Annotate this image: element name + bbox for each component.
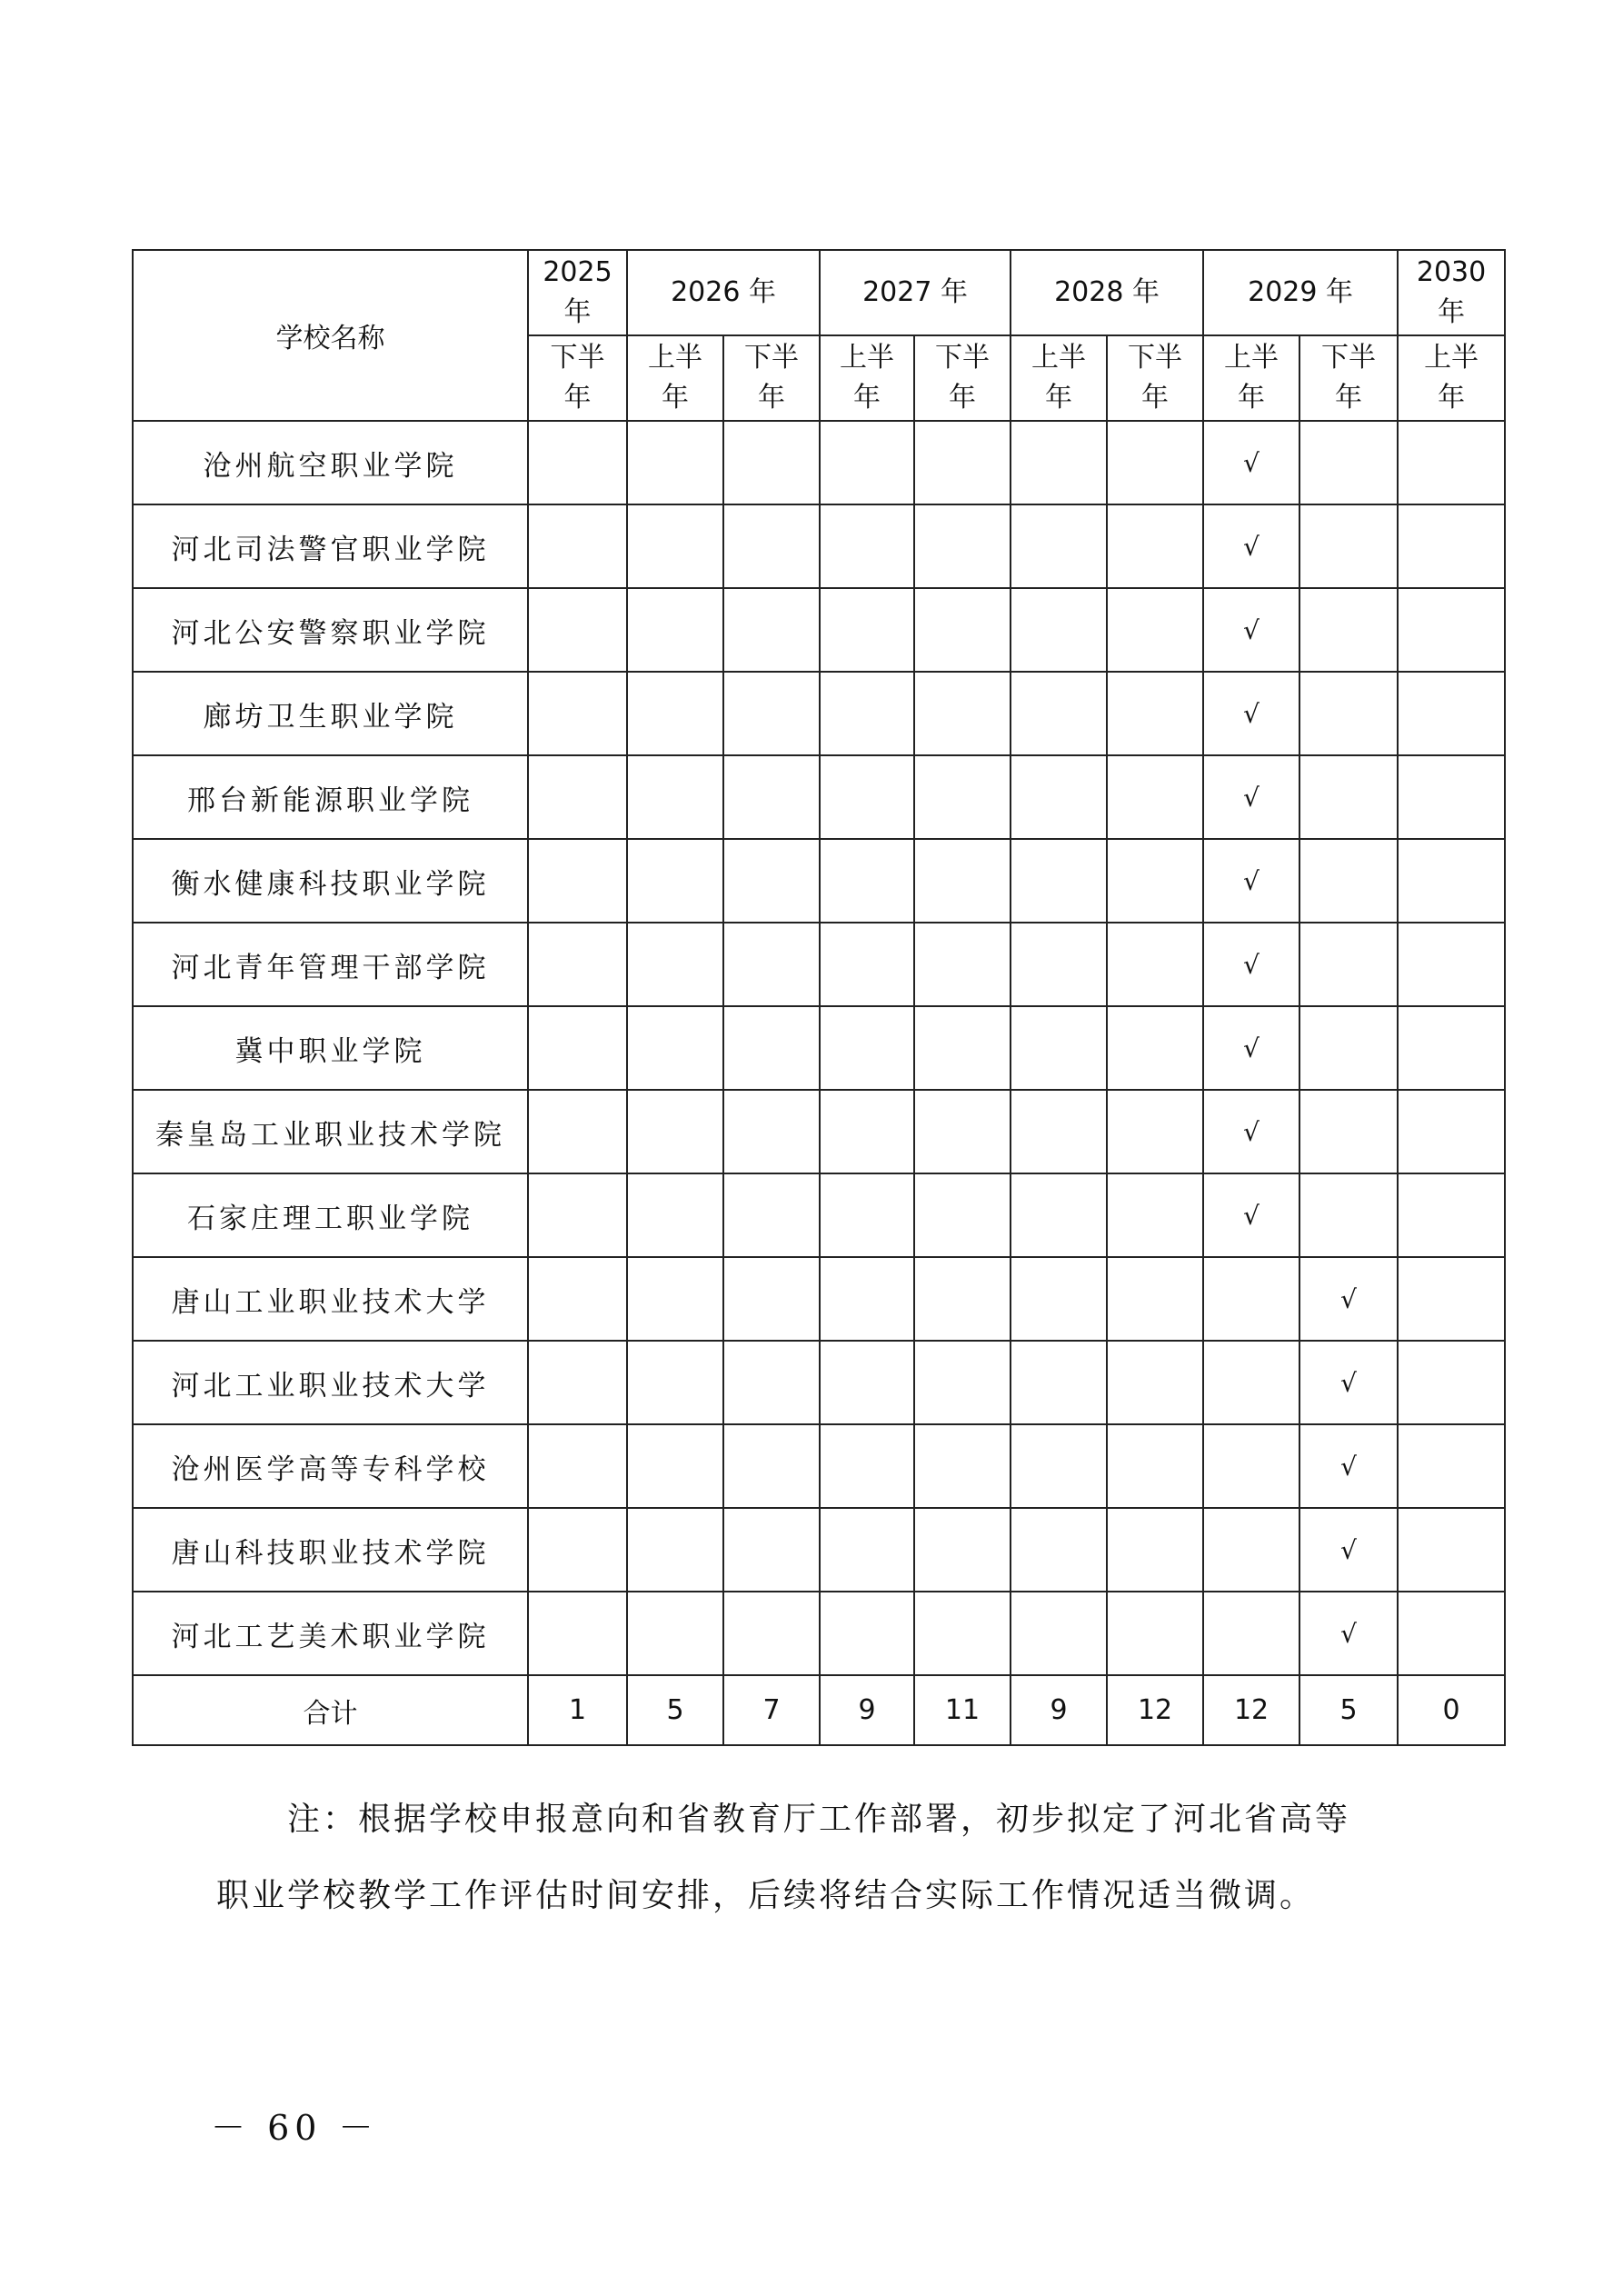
empty-cell [1107,839,1203,923]
half-year-line2: 年 [1335,382,1363,414]
year-header-line2: 年 [563,296,592,328]
empty-cell [723,1090,820,1173]
empty-cell [528,1592,627,1675]
empty-cell [1011,923,1107,1006]
empty-cell [1299,923,1398,1006]
empty-cell [1011,1257,1107,1341]
empty-cell [1107,421,1203,504]
table-row [133,1257,1505,1341]
half-year-line1: 下半 [744,342,799,374]
empty-cell [820,1090,914,1173]
table-row [133,504,1505,588]
empty-cell [627,1257,723,1341]
empty-cell [723,1257,820,1341]
table-row [133,1341,1505,1424]
empty-cell [820,1424,914,1508]
empty-cell [1299,421,1398,504]
note-line-2: 职业学校教学工作评估时间安排，后续将结合实际工作情况适当微调。 [216,1877,1316,1914]
empty-cell [1011,588,1107,672]
empty-cell [914,1341,1011,1424]
table-row [133,1173,1505,1257]
school-name-cell: 衡水健康科技职业学院 [133,839,528,923]
empty-cell [1011,1341,1107,1424]
evaluation-schedule-table [132,249,1506,1746]
table-row [133,588,1505,672]
empty-cell [914,421,1011,504]
half-year-line2: 年 [1238,382,1266,414]
empty-cell [1299,755,1398,839]
half-year-line1: 下半 [1321,342,1377,374]
total-value-cell: 9 [1011,1675,1107,1745]
empty-cell [1398,1173,1505,1257]
half-year-header [1107,335,1203,421]
school-name-cell: 河北青年管理干部学院 [133,923,528,1006]
empty-cell [820,923,914,1006]
empty-cell [1299,839,1398,923]
empty-cell [627,421,723,504]
check-mark-cell: √ [1203,421,1299,504]
empty-cell [723,755,820,839]
empty-cell [627,1341,723,1424]
half-year-header [820,335,914,421]
empty-cell [528,1424,627,1508]
school-name-cell: 河北工业职业技术大学 [133,1341,528,1424]
empty-cell [1107,588,1203,672]
check-mark-cell: √ [1299,1341,1398,1424]
year-header-line2: 年 [1438,296,1466,328]
empty-cell [914,839,1011,923]
empty-cell [1107,504,1203,588]
empty-cell [1203,1508,1299,1592]
empty-cell [1398,672,1505,755]
year-header [528,250,627,335]
half-year-header [1203,335,1299,421]
empty-cell [528,1006,627,1090]
half-year-line2: 年 [758,382,785,414]
table-row [133,421,1505,504]
empty-cell [627,588,723,672]
empty-cell [1011,1173,1107,1257]
year-header-line1: 2026 年 [671,276,776,308]
check-mark-cell: √ [1299,1257,1398,1341]
total-value-cell: 5 [1299,1675,1398,1745]
empty-cell [1107,1341,1203,1424]
empty-cell [627,839,723,923]
year-header [1011,250,1203,335]
empty-cell [914,1173,1011,1257]
note-paragraph [216,1782,1434,1934]
empty-cell [1299,504,1398,588]
check-mark-cell: √ [1203,755,1299,839]
empty-cell [820,1508,914,1592]
half-year-line1: 下半 [1128,342,1183,374]
empty-cell [1107,1508,1203,1592]
half-year-header [528,335,627,421]
school-name-cell: 沧州航空职业学院 [133,421,528,504]
half-year-line1: 下半 [550,342,605,374]
empty-cell [723,672,820,755]
table-row [133,1592,1505,1675]
empty-cell [1203,1341,1299,1424]
empty-cell [1398,1090,1505,1173]
check-mark-cell: √ [1203,588,1299,672]
half-year-line1: 上半 [1424,342,1479,374]
total-value-cell: 11 [914,1675,1011,1745]
empty-cell [1203,1424,1299,1508]
empty-cell [528,839,627,923]
school-name-header: 学校名称 [133,250,528,421]
empty-cell [528,755,627,839]
empty-cell [1011,504,1107,588]
empty-cell [820,1341,914,1424]
empty-cell [627,755,723,839]
empty-cell [914,1424,1011,1508]
empty-cell [820,755,914,839]
half-year-header [1299,335,1398,421]
empty-cell [1203,1257,1299,1341]
empty-cell [1398,1341,1505,1424]
year-header [1203,250,1398,335]
half-year-line1: 上半 [1031,342,1087,374]
empty-cell [820,421,914,504]
total-value-cell: 1 [528,1675,627,1745]
table-row [133,672,1505,755]
half-year-line2: 年 [853,382,881,414]
empty-cell [820,588,914,672]
empty-cell [627,504,723,588]
empty-cell [1398,588,1505,672]
empty-cell [723,1173,820,1257]
empty-cell [1299,672,1398,755]
empty-cell [1011,1424,1107,1508]
note-line-1: 注：根据学校申报意向和省教育厅工作部署，初步拟定了河北省高等 [287,1801,1351,1838]
empty-cell [1011,755,1107,839]
empty-cell [1011,672,1107,755]
table-row [133,1508,1505,1592]
check-mark-cell: √ [1203,839,1299,923]
year-header-line1: 2030 [1416,256,1487,288]
table-row [133,755,1505,839]
check-mark-cell: √ [1203,923,1299,1006]
half-year-line2: 年 [949,382,977,414]
check-mark-cell: √ [1203,1006,1299,1090]
empty-cell [1107,923,1203,1006]
check-mark-cell: √ [1203,1173,1299,1257]
school-name-cell: 冀中职业学院 [133,1006,528,1090]
empty-cell [1011,421,1107,504]
year-header [1398,250,1505,335]
school-name-cell: 河北公安警察职业学院 [133,588,528,672]
empty-cell [627,1090,723,1173]
check-mark-cell: √ [1203,672,1299,755]
empty-cell [627,672,723,755]
empty-cell [914,1592,1011,1675]
empty-cell [1107,755,1203,839]
empty-cell [1203,1592,1299,1675]
empty-cell [820,1592,914,1675]
empty-cell [1011,839,1107,923]
check-mark-cell: √ [1203,504,1299,588]
empty-cell [528,1508,627,1592]
empty-cell [1107,1006,1203,1090]
empty-cell [528,1257,627,1341]
empty-cell [627,1508,723,1592]
empty-cell [820,1173,914,1257]
half-year-line1: 上半 [648,342,702,374]
half-year-line2: 年 [1141,382,1170,414]
total-row [133,1675,1505,1745]
empty-cell [1011,1592,1107,1675]
empty-cell [1398,1508,1505,1592]
half-year-line2: 年 [662,382,689,414]
empty-cell [1299,1173,1398,1257]
total-value-cell: 12 [1203,1675,1299,1745]
school-name-cell: 唐山科技职业技术学院 [133,1508,528,1592]
empty-cell [1398,839,1505,923]
table-row [133,923,1505,1006]
school-name-cell: 石家庄理工职业学院 [133,1173,528,1257]
empty-cell [627,923,723,1006]
empty-cell [1107,1090,1203,1173]
year-header-line1: 2025 [543,256,612,288]
empty-cell [723,1006,820,1090]
empty-cell [528,421,627,504]
empty-cell [1011,1006,1107,1090]
total-value-cell: 5 [627,1675,723,1745]
year-header [820,250,1011,335]
empty-cell [1011,1090,1107,1173]
empty-cell [1398,504,1505,588]
empty-cell [723,504,820,588]
half-year-header [627,335,723,421]
table-row [133,1424,1505,1508]
empty-cell [627,1006,723,1090]
empty-cell [723,839,820,923]
empty-cell [820,1257,914,1341]
empty-cell [627,1173,723,1257]
empty-cell [723,1592,820,1675]
empty-cell [1107,1424,1203,1508]
school-name-cell: 唐山工业职业技术大学 [133,1257,528,1341]
empty-cell [1398,755,1505,839]
school-name-cell: 廊坊卫生职业学院 [133,672,528,755]
empty-cell [528,504,627,588]
empty-cell [528,1173,627,1257]
check-mark-cell: √ [1203,1090,1299,1173]
empty-cell [820,1006,914,1090]
table-row [133,1090,1505,1173]
empty-cell [1299,588,1398,672]
school-name-cell: 河北司法警官职业学院 [133,504,528,588]
year-header-line1: 2027 年 [862,276,968,308]
empty-cell [820,504,914,588]
empty-cell [723,588,820,672]
empty-cell [1107,1173,1203,1257]
half-year-line2: 年 [1438,382,1466,414]
empty-cell [1398,1424,1505,1508]
empty-cell [1398,1257,1505,1341]
empty-cell [1299,1006,1398,1090]
empty-cell [723,1508,820,1592]
total-label: 合计 [133,1675,528,1745]
half-year-line1: 上半 [840,342,895,374]
total-value-cell: 9 [820,1675,914,1745]
check-mark-cell: √ [1299,1424,1398,1508]
half-year-line2: 年 [563,382,592,414]
empty-cell [1107,672,1203,755]
half-year-header [723,335,820,421]
total-value-cell: 12 [1107,1675,1203,1745]
empty-cell [820,839,914,923]
empty-cell [1398,1006,1505,1090]
table-row [133,1006,1505,1090]
empty-cell [528,1341,627,1424]
empty-cell [723,1341,820,1424]
empty-cell [1299,1090,1398,1173]
school-name-cell: 秦皇岛工业职业技术学院 [133,1090,528,1173]
school-name-cell: 沧州医学高等专科学校 [133,1424,528,1508]
total-value-cell: 7 [723,1675,820,1745]
empty-cell [914,504,1011,588]
empty-cell [914,1257,1011,1341]
table-row [133,839,1505,923]
half-year-line1: 上半 [1224,342,1279,374]
empty-cell [627,1424,723,1508]
empty-cell [1107,1592,1203,1675]
year-header-row [133,250,1505,335]
empty-cell [914,1006,1011,1090]
school-name-cell: 邢台新能源职业学院 [133,755,528,839]
check-mark-cell: √ [1299,1592,1398,1675]
empty-cell [1011,1508,1107,1592]
half-year-header [1398,335,1505,421]
empty-cell [914,1090,1011,1173]
empty-cell [914,755,1011,839]
half-year-line2: 年 [1045,382,1073,414]
empty-cell [1398,923,1505,1006]
empty-cell [723,1424,820,1508]
empty-cell [914,672,1011,755]
empty-cell [528,672,627,755]
empty-cell [914,588,1011,672]
page-number: － 60 － [211,2108,379,2148]
half-year-header [1011,335,1107,421]
empty-cell [528,588,627,672]
empty-cell [914,923,1011,1006]
year-header-line1: 2029 年 [1248,276,1353,308]
half-year-header [914,335,1011,421]
empty-cell [820,672,914,755]
empty-cell [1107,1257,1203,1341]
empty-cell [627,1592,723,1675]
empty-cell [1398,1592,1505,1675]
empty-cell [723,421,820,504]
empty-cell [914,1508,1011,1592]
empty-cell [723,923,820,1006]
empty-cell [1398,421,1505,504]
check-mark-cell: √ [1299,1508,1398,1592]
year-header-line1: 2028 年 [1054,276,1160,308]
school-name-cell: 河北工艺美术职业学院 [133,1592,528,1675]
empty-cell [528,923,627,1006]
total-value-cell: 0 [1398,1675,1505,1745]
empty-cell [528,1090,627,1173]
year-header [627,250,820,335]
half-year-line1: 下半 [935,342,991,374]
